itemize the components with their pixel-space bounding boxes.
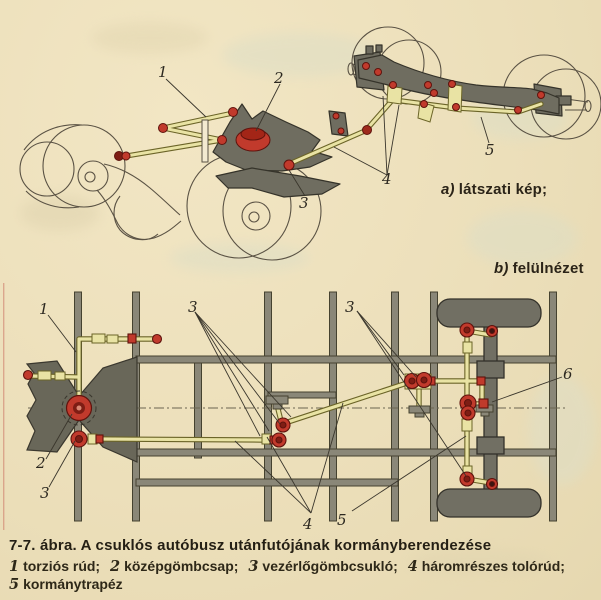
page-margin-line — [3, 283, 4, 530]
figure-b-label-3-mid: 3 — [188, 298, 198, 316]
figure-b-label-4: 4 — [303, 515, 313, 533]
figure-a-label-5: 5 — [485, 141, 495, 159]
figure-b-caption-letter: b) — [494, 260, 509, 277]
figure-legend — [9, 557, 595, 593]
figure-a-label-2: 2 — [274, 69, 284, 87]
figure-b-label-1: 1 — [39, 300, 49, 318]
legend-item: 1 torziós rúd; — [9, 558, 101, 575]
figure-b-label-3-left: 3 — [40, 484, 50, 502]
figure-a-caption-text: látszati kép; — [458, 181, 548, 198]
figure-b-label-2: 2 — [36, 454, 46, 472]
figure-a-caption-letter: a) — [441, 181, 455, 198]
legend-item: 3 vezérlőgömbcsukló; — [248, 558, 398, 575]
figure-b-label-5: 5 — [337, 511, 347, 529]
legend-item: 2 középgömbcsap; — [109, 558, 239, 575]
figure-b-label-6: 6 — [563, 365, 573, 383]
figure-a-label-3: 3 — [299, 194, 309, 212]
figure-a-label-1: 1 — [158, 63, 168, 81]
rod-support-brackets — [266, 396, 493, 417]
legend-item: 4 háromrészes tolórúd; — [407, 558, 565, 575]
figure-b-caption — [494, 260, 584, 277]
figure-title: 7-7. ábra. A csuklós autóbusz utánfutójának kormányberendezése — [9, 537, 492, 554]
legend-item: 5 kormánytrapéz — [9, 576, 123, 593]
figure-caption-block — [9, 537, 595, 593]
figure-a-label-4: 4 — [382, 170, 392, 188]
figure-b-caption-text: felülnézet — [512, 260, 584, 277]
figure-b-label-3-right: 3 — [345, 298, 355, 316]
torsion-pin — [202, 120, 208, 162]
figure-b-drawing — [24, 292, 569, 521]
figure-a-caption — [441, 181, 547, 198]
